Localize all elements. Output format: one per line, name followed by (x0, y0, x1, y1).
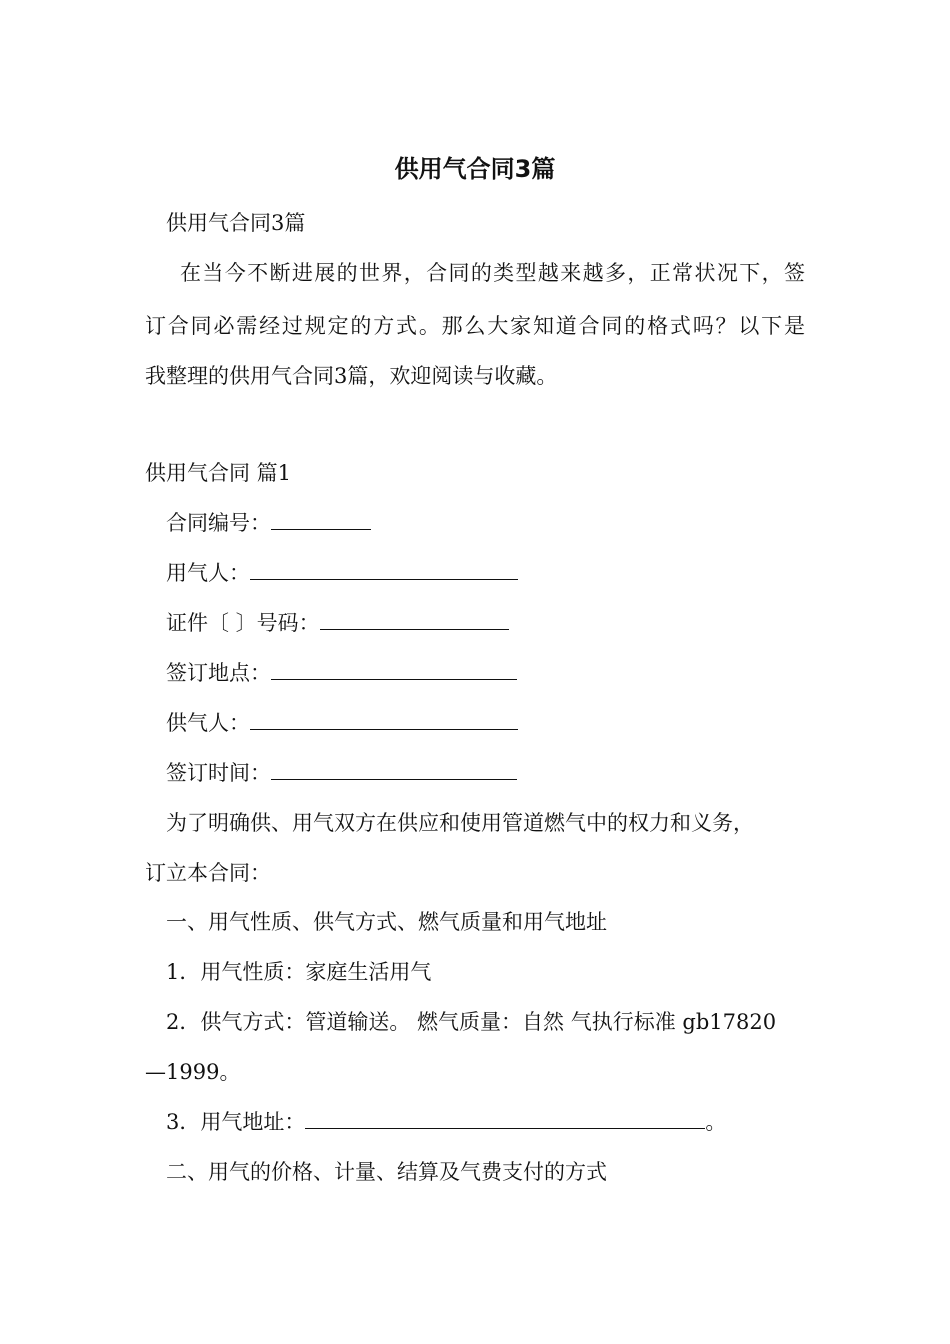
sign-time-blank (271, 759, 517, 780)
contract-number-label: 合同编号： (166, 511, 271, 535)
item-1: 1．用气性质：家庭生活用气 (166, 960, 432, 984)
purpose-line-2: 订立本合同： (145, 861, 271, 885)
gas-supplier-label: 供气人： (166, 711, 250, 735)
item-3-label: 3．用气地址： (166, 1110, 306, 1134)
intro-line-2: 订合同必需经过规定的方式。那么大家知道合同的格式吗？以下是 (145, 314, 805, 338)
gas-supplier-field (166, 709, 518, 737)
contract-number-blank (271, 509, 371, 530)
gas-supplier-blank (250, 709, 518, 730)
item-2-line-1: 2．供气方式：管道输送。 燃气质量：自然 气执行标准 gb17820 (166, 1010, 777, 1034)
id-number-field (166, 609, 509, 637)
clause-2-heading: 二、用气的价格、计量、结算及气费支付的方式 (166, 1160, 607, 1184)
gas-user-blank (250, 559, 518, 580)
contract-number-field (166, 509, 371, 537)
purpose-line-1: 为了明确供、用气双方在供应和使用管道燃气中的权力和义务， (166, 811, 754, 835)
section-heading: 供用气合同 篇1 (145, 461, 292, 485)
sign-place-blank (271, 659, 517, 680)
gas-user-field (166, 559, 518, 587)
intro-line-1: 在当今不断进展的世界，合同的类型越来越多，正常状况下，签 (180, 261, 805, 285)
sign-place-field (166, 659, 517, 687)
intro-line-3: 我整理的供用气合同3篇，欢迎阅读与收藏。 (145, 364, 558, 388)
sign-place-label: 签订地点： (166, 661, 271, 685)
document-subtitle: 供用气合同3篇 (166, 211, 306, 235)
item-3-end: 。 (705, 1110, 727, 1134)
document-title: 供用气合同3篇 (394, 155, 556, 183)
id-number-blank (320, 609, 509, 630)
id-number-label: 证件〔 〕号码： (166, 611, 320, 635)
sign-time-label: 签订时间： (166, 761, 271, 785)
gas-user-label: 用气人： (166, 561, 250, 585)
gas-address-blank (305, 1108, 705, 1129)
item-3-field (166, 1108, 726, 1136)
sign-time-field (166, 759, 517, 787)
item-2-line-2: —1999。 (145, 1060, 241, 1084)
clause-1-heading: 一、用气性质、供气方式、燃气质量和用气地址 (166, 910, 607, 934)
